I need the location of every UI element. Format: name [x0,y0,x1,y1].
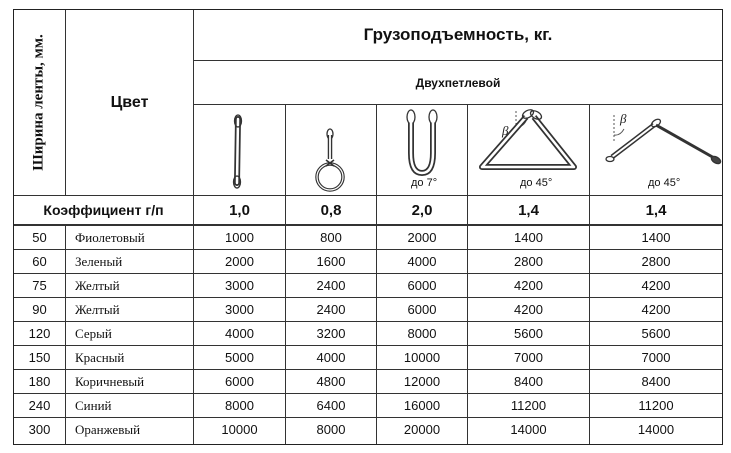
color-cell: Серый [75,325,112,341]
capacity-cell: 4800 [316,374,346,389]
color-cell: Желтый [75,301,120,317]
coefficient-value: 0,8 [320,201,342,219]
triangle-basket-icon [468,105,589,177]
capacity-cell: 1600 [316,254,346,269]
angle-label-4: до 45° [520,177,553,189]
color-cell: Фиолетовый [75,229,145,245]
capacity-cell: 4200 [641,278,671,293]
color-header: Цвет [110,93,149,111]
choke-hitch-icon [286,105,376,195]
svg-text:β: β [620,111,627,126]
capacity-cell: 14000 [637,422,675,437]
capacity-cell: 4000 [407,254,437,269]
capacity-cell: 3000 [225,302,254,317]
width-cell: 300 [28,422,51,437]
capacity-cell: 2000 [407,230,437,245]
capacity-cell: 2400 [316,302,346,317]
sling-capacity-table [13,9,723,445]
capacity-cell: 7000 [641,350,671,365]
capacity-cell: 12000 [403,374,441,389]
capacity-cell: 800 [320,230,342,245]
capacity-cell: 1000 [225,230,254,245]
color-cell: Красный [75,349,125,365]
capacity-cell: 2000 [225,254,254,269]
angle-label-5: до 45° [648,177,681,189]
capacity-cell: 6000 [407,278,437,293]
u-basket-icon [377,105,467,177]
coefficient-value: 1,0 [229,201,250,219]
capacity-cell: 6400 [316,398,346,413]
color-cell: Синий [75,397,112,413]
subtype-header: Двухпетлевой [415,75,501,90]
coefficient-value: 1,4 [518,201,539,219]
capacity-cell: 4200 [514,302,543,317]
capacity-cell: 14000 [510,422,547,437]
two-leg-angle-icon [590,105,722,177]
capacity-cell: 8000 [407,326,437,341]
width-cell: 240 [28,398,51,413]
svg-text:β: β [502,123,509,138]
color-cell: Коричневый [75,373,145,389]
capacity-cell: 8000 [225,398,254,413]
capacity-cell: 7000 [514,350,543,365]
capacity-cell: 2800 [514,254,543,269]
color-cell: Желтый [75,277,120,293]
capacity-cell: 5000 [225,350,254,365]
width-cell: 180 [28,374,51,389]
capacity-cell: 5600 [514,326,543,341]
color-cell: Зеленый [75,253,123,269]
capacity-cell: 1400 [514,230,543,245]
capacity-cell: 6000 [407,302,437,317]
capacity-cell: 10000 [221,422,258,437]
width-cell: 120 [28,326,51,341]
capacity-header: Грузоподъемность, кг. [363,25,553,44]
coefficient-label: Коэффициент г/п [43,202,164,218]
straight-sling-icon [194,105,285,195]
capacity-cell: 4000 [225,326,254,341]
capacity-cell: 6000 [225,374,254,389]
width-header: Ширина ленты, мм. [31,34,48,171]
width-cell: 50 [32,230,47,245]
capacity-cell: 8400 [514,374,543,389]
coefficient-value: 1,4 [645,201,667,219]
capacity-cell: 2800 [641,254,671,269]
capacity-cell: 20000 [403,422,441,437]
capacity-cell: 3000 [225,278,254,293]
angle-label-3: до 7° [411,177,438,189]
width-cell: 60 [32,254,47,269]
capacity-cell: 11200 [510,398,547,413]
width-header-cell [14,10,65,195]
capacity-cell: 4200 [514,278,543,293]
capacity-cell: 4200 [641,302,671,317]
width-cell: 150 [28,350,51,365]
capacity-cell: 8400 [641,374,671,389]
capacity-cell: 8000 [316,422,346,437]
capacity-cell: 5600 [641,326,671,341]
color-cell: Оранжевый [75,421,141,437]
capacity-cell: 10000 [403,350,441,365]
coefficient-value: 2,0 [411,201,433,219]
capacity-cell: 11200 [638,398,674,413]
capacity-cell: 16000 [403,398,441,413]
capacity-cell: 4000 [316,350,346,365]
capacity-cell: 1400 [641,230,671,245]
capacity-cell: 3200 [316,326,346,341]
capacity-cell: 2400 [316,278,346,293]
width-cell: 75 [32,278,47,293]
width-cell: 90 [32,302,47,317]
